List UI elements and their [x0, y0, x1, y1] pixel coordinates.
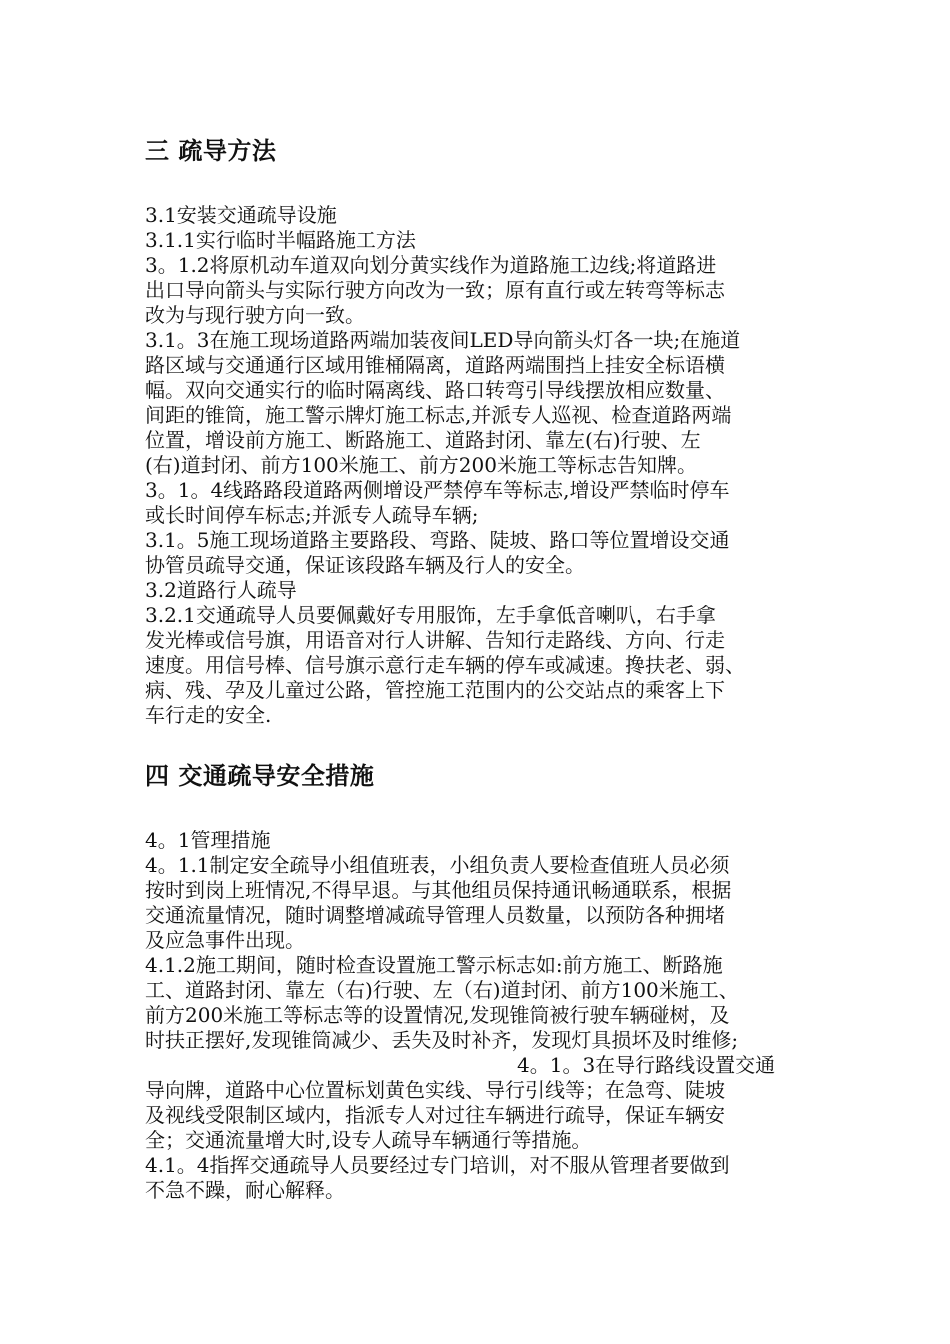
text-line: 4。1.1制定安全疏导小组值班表，小组负责人要检查值班人员必须 [145, 853, 730, 877]
text-line: 3。1.2将原机动车道双向划分黄实线作为道路施工边线;将道路进 [145, 253, 717, 277]
text-line: 幅。双向交通实行的临时隔离线、路口转弯引导线摆放相应数量、 [145, 378, 725, 402]
text-line: 3.2道路行人疏导 [145, 578, 297, 602]
text-line: 或长时间停车标志;并派专人疏导车辆; [145, 503, 479, 527]
text-line: 发光棒或信号旗，用语音对行人讲解、告知行走路线、方向、行走 [145, 628, 725, 652]
text-line: 3.1.1实行临时半幅路施工方法 [145, 228, 416, 252]
text-line: 4。1。3在导行路线设置交通 [517, 1053, 776, 1077]
text-line: 病、残、孕及儿童过公路，管控施工范围内的公交站点的乘客上下 [145, 678, 725, 702]
text-line: 交通流量情况，随时调整增减疏导管理人员数量，以预防各种拥堵 [145, 903, 725, 927]
text-line: 导向牌，道路中心位置标划黄色实线、导行引线等；在急弯、陡坡 [145, 1078, 725, 1102]
text-line: 间距的锥筒，施工警示牌灯施工标志,并派专人巡视、检查道路两端 [145, 403, 732, 427]
text-line: 及视线受限制区域内，指派专人对过往车辆进行疏导，保证车辆安 [145, 1103, 725, 1127]
text-line: 4。1管理措施 [145, 828, 271, 852]
section-heading: 四 交通疏导安全措施 [145, 762, 375, 790]
text-line: (右)道封闭、前方100米施工、前方200米施工等标志告知牌。 [145, 453, 697, 477]
text-line: 3.1。5施工现场道路主要路段、弯路、陡坡、路口等位置增设交通 [145, 528, 730, 552]
section-body [145, 203, 835, 728]
text-line: 位置，增设前方施工、断路施工、道路封闭、靠左(右)行驶、左 [145, 428, 701, 452]
text-line: 路区域与交通通行区域用锥桶隔离，道路两端围挡上挂安全标语横 [145, 353, 725, 377]
text-line: 不急不躁，耐心解释。 [145, 1178, 345, 1202]
text-line: 3.2.1交通疏导人员要佩戴好专用服饰，左手拿低音喇叭，右手拿 [145, 603, 716, 627]
text-line: 前方200米施工等标志等的设置情况,发现锥筒被行驶车辆碰树，及 [145, 1003, 730, 1027]
text-line: 时扶正摆好,发现锥筒减少、丢失及时补齐，发现灯具损坏及时维修; [145, 1028, 739, 1052]
text-line: 改为与现行驶方向一致。 [145, 303, 365, 327]
text-line: 协管员疏导交通，保证该段路车辆及行人的安全。 [145, 553, 585, 577]
text-line: 4.1.2施工期间，随时检查设置施工警示标志如:前方施工、断路施 [145, 953, 723, 977]
text-line: 工、道路封闭、靠左（右)行驶、左（右)道封闭、前方100米施工、 [145, 978, 739, 1002]
text-line: 3。1。4线路路段道路两侧增设严禁停车等标志,增设严禁临时停车 [145, 478, 730, 502]
text-line: 车行走的安全. [145, 703, 272, 727]
section-body [145, 828, 835, 1203]
text-line: 及应急事件出现。 [145, 928, 305, 952]
text-line: 3.1。3在施工现场道路两端加装夜间LED导向箭头灯各一块;在施道 [145, 328, 741, 352]
text-line: 出口导向箭头与实际行驶方向改为一致；原有直行或左转弯等标志 [145, 278, 725, 302]
text-line: 速度。用信号棒、信号旗示意行走车辆的停车或减速。搀扶老、弱、 [145, 653, 745, 677]
section-heading: 三 疏导方法 [145, 137, 277, 165]
text-line: 4.1。4指挥交通疏导人员要经过专门培训，对不服从管理者要做到 [145, 1153, 730, 1177]
text-line: 3.1安装交通疏导设施 [145, 203, 337, 227]
text-line: 按时到岗上班情况,不得早退。与其他组员保持通讯畅通联系，根据 [145, 878, 732, 902]
text-line: 全；交通流量增大时,设专人疏导车辆通行等措施。 [145, 1128, 592, 1152]
